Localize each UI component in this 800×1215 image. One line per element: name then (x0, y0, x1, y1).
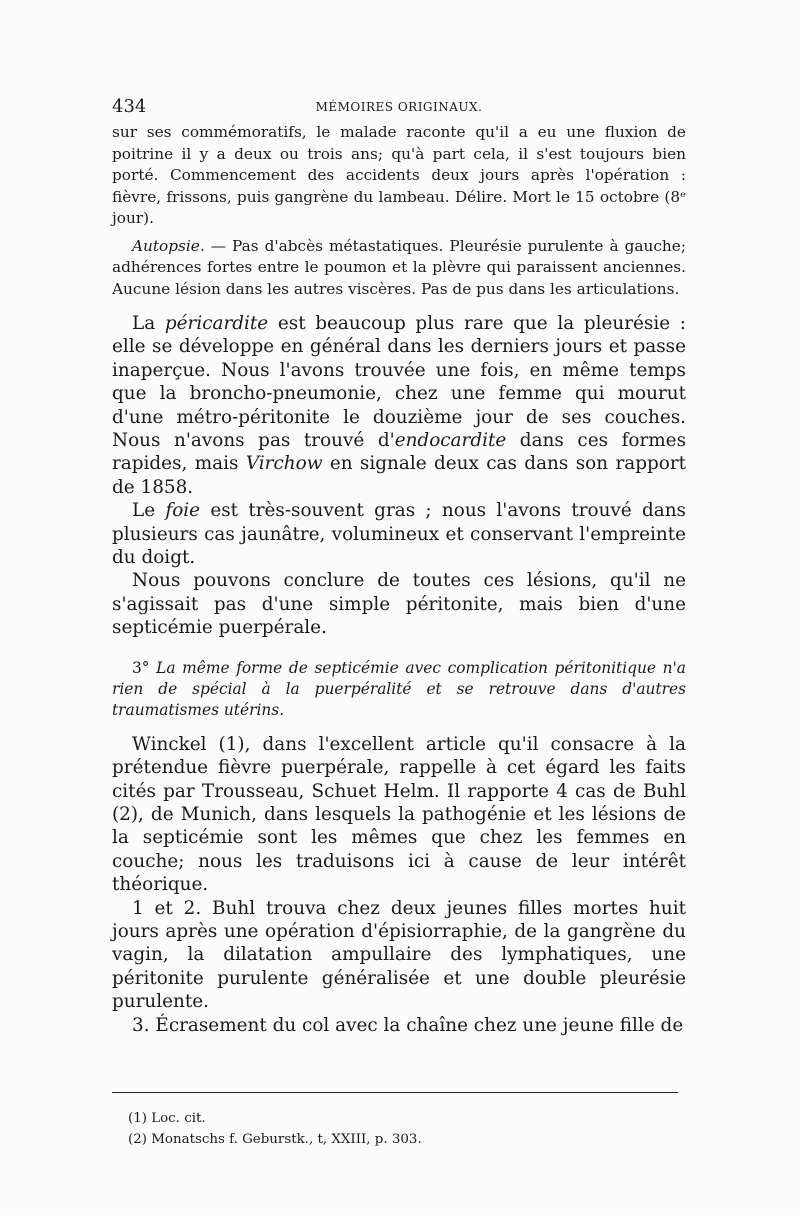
footnote-2: (2) Monatschs f. Geburstk., t, XXIII, p. 303. (128, 1132, 422, 1147)
section-number: 3° (132, 658, 157, 677)
section-heading-3 (112, 658, 686, 721)
text-run: est beaucoup plus rare que la pleurésie : elle se développe en général dans les derniers jours et passe inaperçue. Nous l'avons trouvée une fois, en même temps que la broncho-pneumonie, chez une femme qui mourut d'une métro-péritonite le douzième jour de ses couches. Nous n'avons pas trouvé d' (112, 313, 686, 452)
autopsy-text: — Pas d'abcès métastatiques. Pleurésie purulente à gauche; adhérences fortes entre le poumon et la plèvre qui paraissent anciennes. Aucune lésion dans les autres viscères. Pas de pus dans les articulations. (112, 236, 686, 298)
paragraph-case-3: 3. Écrasement du col avec la chaîne chez une jeune fille de (132, 1014, 684, 1036)
paragraph-conclusion: Nous pouvons conclure de toutes ces lésions, qu'il ne s'agissait pas d'une simple péritonite, mais bien d'une septicémie puerpérale. (112, 570, 686, 639)
paragraph-cases-1-2: 1 et 2. Buhl trouva chez deux jeunes filles mortes huit jours après une opération d'épisiorraphie, de la gangrène du vagin, la dilatation ampullaire des lymphatiques, une péritonite purulente généralisée et une double pleurésie purulente. (112, 897, 686, 1013)
footnote-rule (112, 1092, 678, 1093)
text-run: La (132, 313, 165, 334)
term-foie: foie (165, 500, 201, 522)
paragraph-autopsy (112, 236, 686, 301)
footnotes (128, 1108, 422, 1150)
text-run: Le (132, 500, 166, 522)
paragraph-liver (112, 499, 686, 569)
text-run: dans ces formes rapides, mais (112, 430, 687, 475)
running-title: MÉMOIRES ORIGINAUX. (315, 100, 483, 114)
paragraph-pericarditis (112, 312, 686, 499)
autopsy-heading: Autopsie. (132, 236, 205, 255)
footnote-1: (1) Loc. cit. (128, 1111, 206, 1126)
page-header (112, 96, 686, 120)
term-endocardite: endocardite (394, 430, 507, 452)
term-pericardite: péricardite (164, 313, 269, 334)
text-run: est très-souvent gras ; nous l'avons trouvé dans plusieurs cas jaunâtre, volumineux et conservant l'empreinte du doigt. (112, 500, 686, 569)
text-run: en signale deux cas dans son rapport de 1858. (112, 453, 686, 498)
section-title: La même forme de septicémie avec complication péritonitique n'a rien de spécial à la puerpéralité et se retrouve dans d'autres traumatismes utérins. (112, 658, 686, 719)
paragraph-winckel: Winckel (1), dans l'excellent article qu'il consacre à la prétendue fièvre puerpérale, rappelle à cet égard les faits cités par Trousseau, Schuet Helm. Il rapporte 4 cas de Buhl (2), de Munich, dans lesquels la pathogénie et les lésions de la septicémie sont les mêmes que chez les femmes en couche; nous les traduisons ici à cause de leur intérêt théorique. (112, 733, 686, 896)
page-number: 434 (112, 96, 147, 117)
author-virchow: Virchow (245, 453, 323, 475)
page (112, 96, 686, 1037)
paragraph-case-history: sur ses commémoratifs, le malade raconte qu'il a eu une fluxion de poitrine il y a deux ou trois ans; qu'à part cela, il s'est toujours bien porté. Commencement des accidents deux jours après l'opération : fièvre, frissons, puis gangrène du lambeau. Délire. Mort le 15 octobre (8ᵉ jour). (112, 123, 686, 227)
